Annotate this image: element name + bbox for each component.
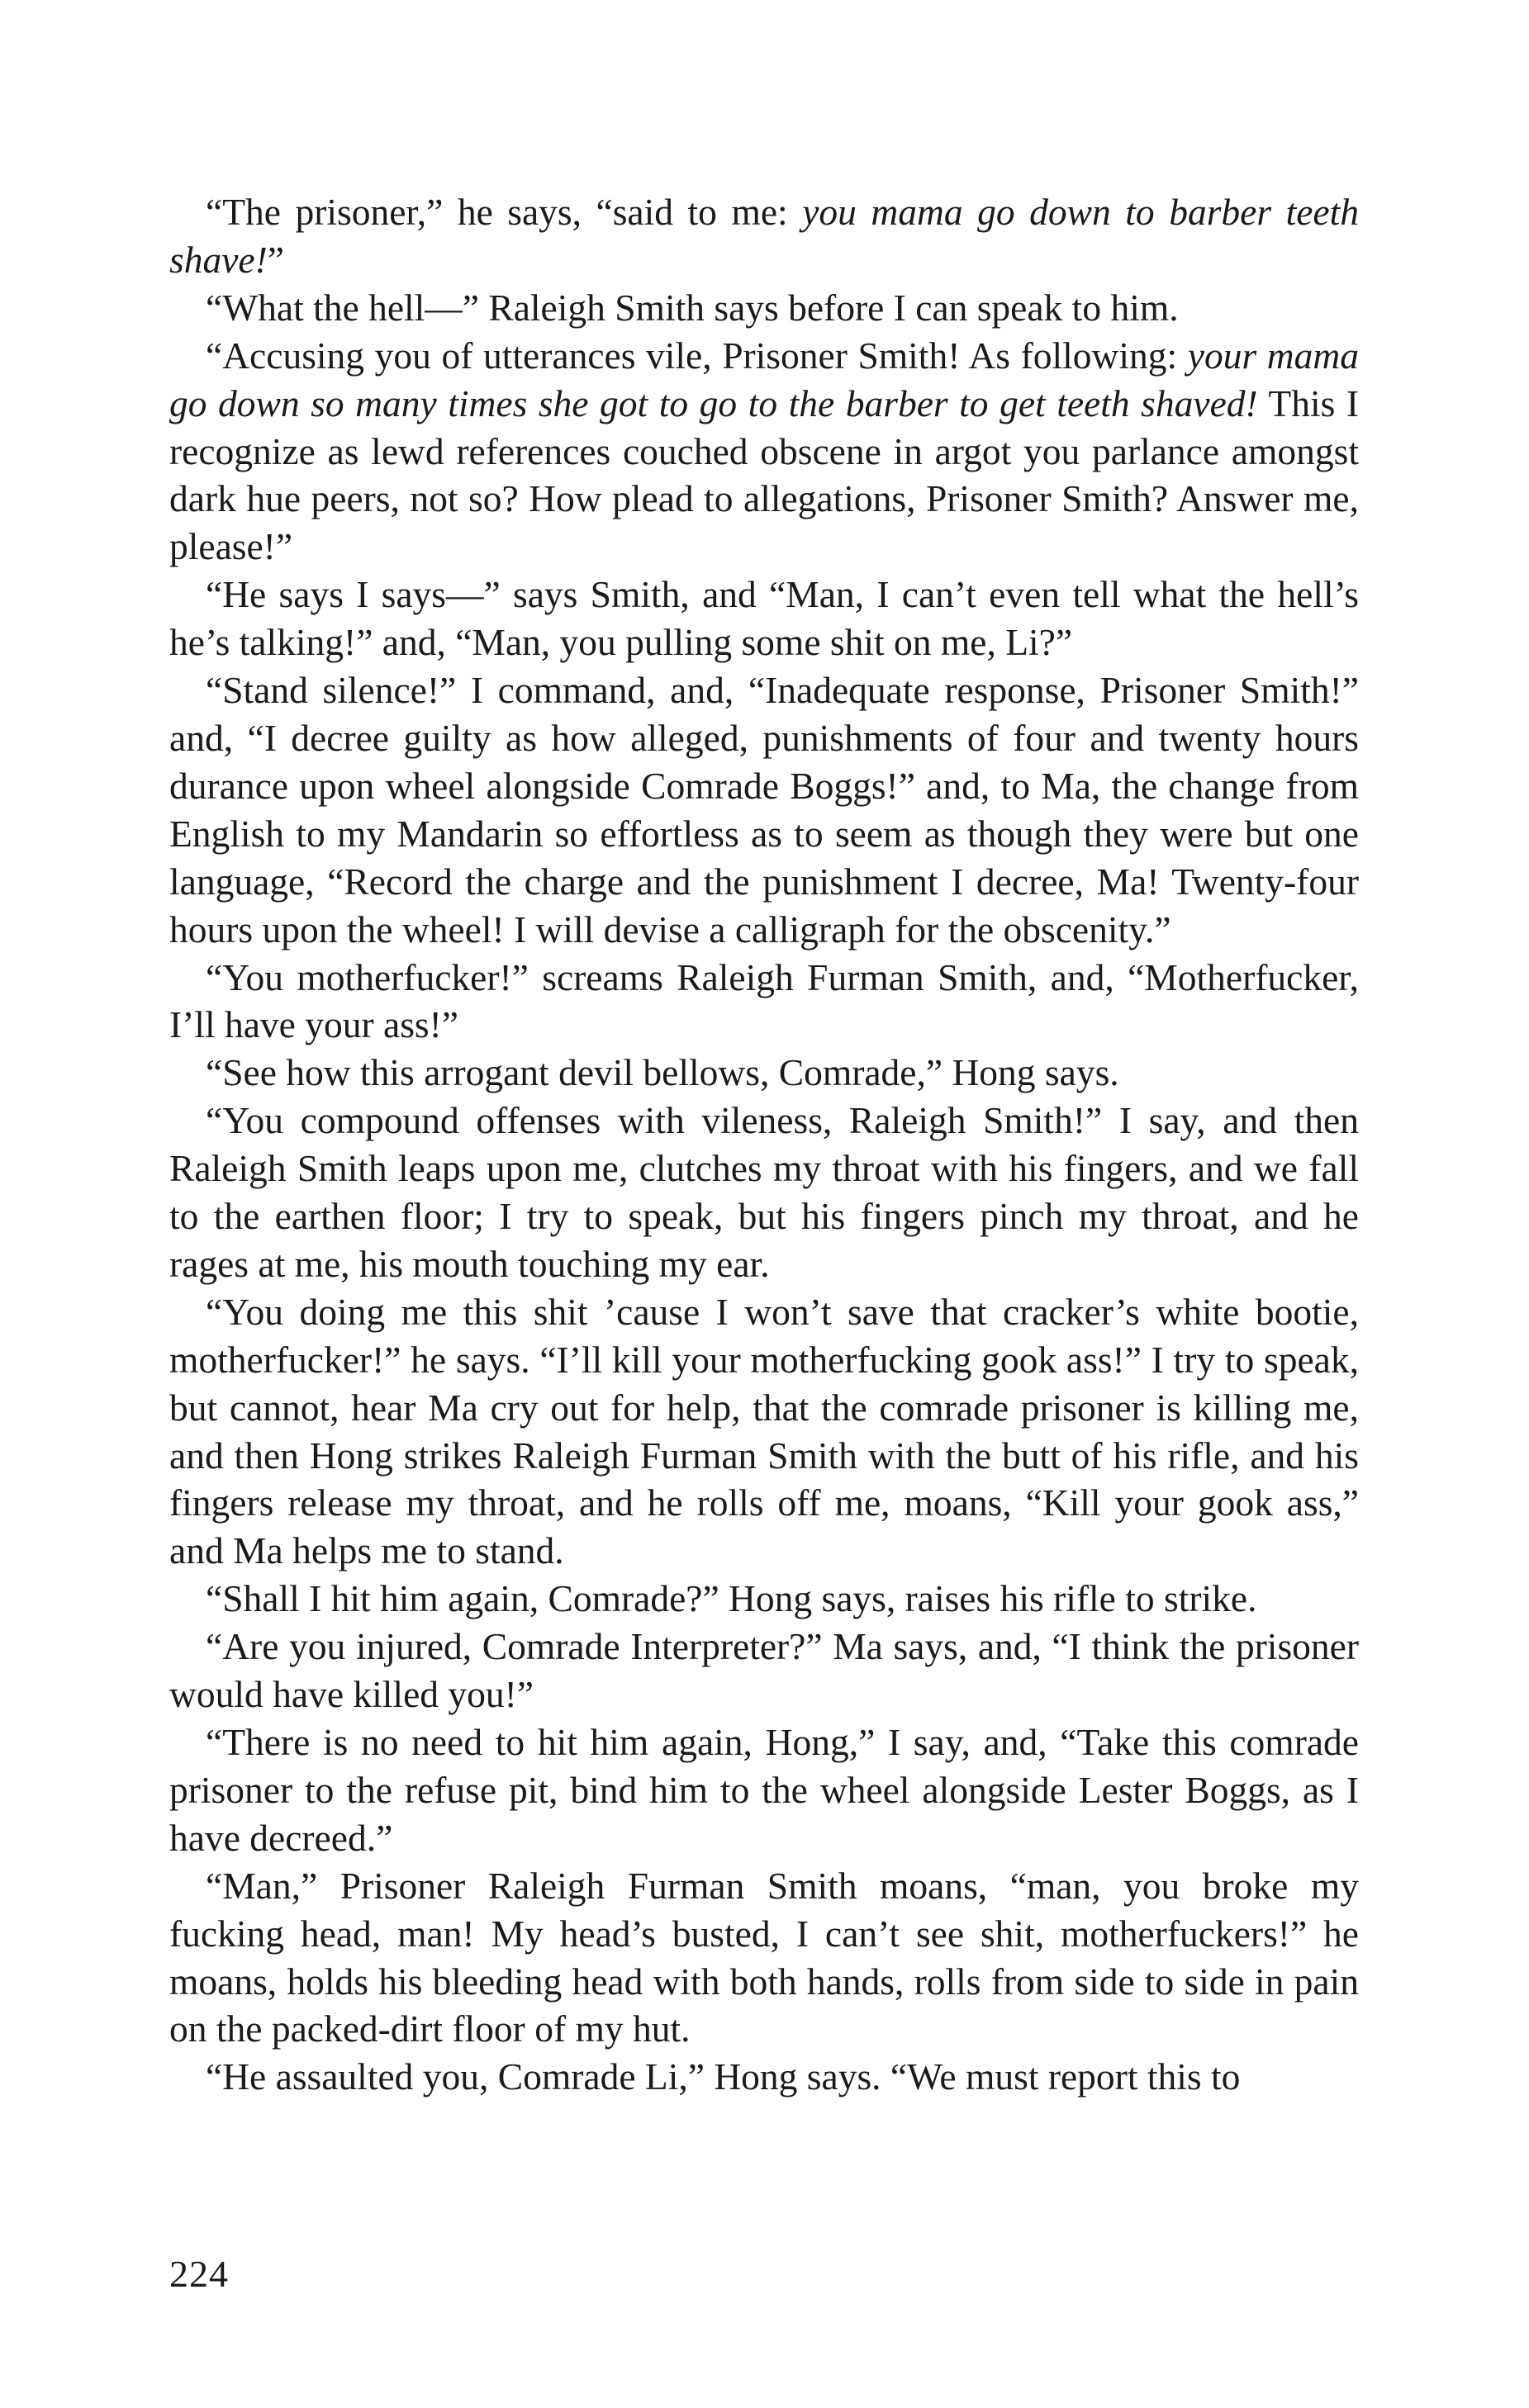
paragraph [169, 1862, 1359, 2054]
paragraph [169, 666, 1359, 953]
page-number: 224 [169, 2253, 229, 2295]
paragraph [169, 1097, 1359, 1288]
text-segment: “Accusing you of utterances vile, Prisoner Smith! As following: [206, 334, 1188, 377]
text-segment: “You compound offenses with vileness, Raleigh Smith!” I say, and then Raleigh Smith leaps upon me, clutches my throat with his fingers, and we fall to the earthen floor; I try to speak, but his fingers pinch my throat, and he rages at me, his mouth touching my ear. [169, 1099, 1359, 1285]
text-segment: “You doing me this shit ’cause I won’t save that cracker’s white bootie, motherfucker!” he says. “I’ll kill your motherfucking gook ass!” I try to speak, but cannot, hear Ma cry out for help, that the comrade prisoner is killing me, and then Hong strikes Raleigh Furman Smith with the butt of his rifle, and his fingers release my throat, and he rolls off me, moans, “Kill your gook ass,” and Ma helps me to stand. [169, 1290, 1359, 1572]
text-segment: “He says I says—” says Smith, and “Man, I can’t even tell what the hell’s he’s talking!” and, “Man, you pulling some shit on me, Li?” [169, 573, 1359, 664]
paragraph [169, 332, 1359, 571]
text-segment: “Man,” Prisoner Raleigh Furman Smith moans, “man, you broke my fucking head, man! My head’s busted, I can’t see shit, motherfuckers!” he moans, holds his bleeding head with both hands, rolls from side to side in pain on the packed-dirt floor of my hut. [169, 1864, 1359, 2050]
italic-segment: your mama go down so many times she got to go to the barber to get teeth shaved! [169, 334, 1359, 424]
paragraph [169, 1718, 1359, 1862]
text-segment: “See how this arrogant devil bellows, Comrade,” Hong says. [206, 1051, 1119, 1094]
text-segment: “Shall I hit him again, Comrade?” Hong says, raises his rifle to strike. [206, 1577, 1257, 1620]
text-segment: “The prisoner,” he says, “said to me: [206, 191, 803, 233]
italic-segment: you mama go down to barber teeth shave! [169, 191, 1359, 281]
paragraph [169, 2053, 1359, 2101]
paragraph [169, 188, 1359, 284]
paragraph [169, 284, 1359, 332]
paragraph [169, 1623, 1359, 1718]
text-segment: “What the hell—” Raleigh Smith says before I can speak to him. [206, 286, 1179, 329]
paragraph [169, 571, 1359, 666]
paragraph [169, 1288, 1359, 1575]
text-segment: “There is no need to hit him again, Hong,” I say, and, “Take this comrade prisoner to the refuse pit, bind him to the wheel alongside Lester Boggs, as I have decreed.” [169, 1721, 1359, 1859]
text-segment: “Stand silence!” I command, and, “Inadequate response, Prisoner Smith!” and, “I decree guilty as how alleged, punishments of four and twenty hours durance upon wheel alongside Comrade Boggs!” and, to Ma, the change from English to my Mandarin so effortless as to seem as though they were but one language, “Record the charge and the punishment I decree, Ma! Twenty-four hours upon the wheel! I will devise a calligraph for the obscenity.” [169, 669, 1359, 950]
paragraph [169, 954, 1359, 1050]
text-segment: ” [267, 238, 284, 281]
body-text [169, 188, 1359, 2101]
text-segment: “You motherfucker!” screams Raleigh Furman Smith, and, “Motherfucker, I’ll have your ass!” [169, 955, 1359, 1046]
text-segment: “Are you injured, Comrade Interpreter?” Ma says, and, “I think the prisoner would have killed you!” [169, 1625, 1359, 1716]
text-segment: “He assaulted you, Comrade Li,” Hong says. “We must report this to [206, 2055, 1241, 2098]
paragraph [169, 1575, 1359, 1623]
text-segment: This I recognize as lewd references couched obscene in argot you parlance amongst dark hue peers, not so? How plead to allegations, Prisoner Smith? Answer me, please!” [169, 382, 1359, 568]
paragraph [169, 1049, 1359, 1097]
